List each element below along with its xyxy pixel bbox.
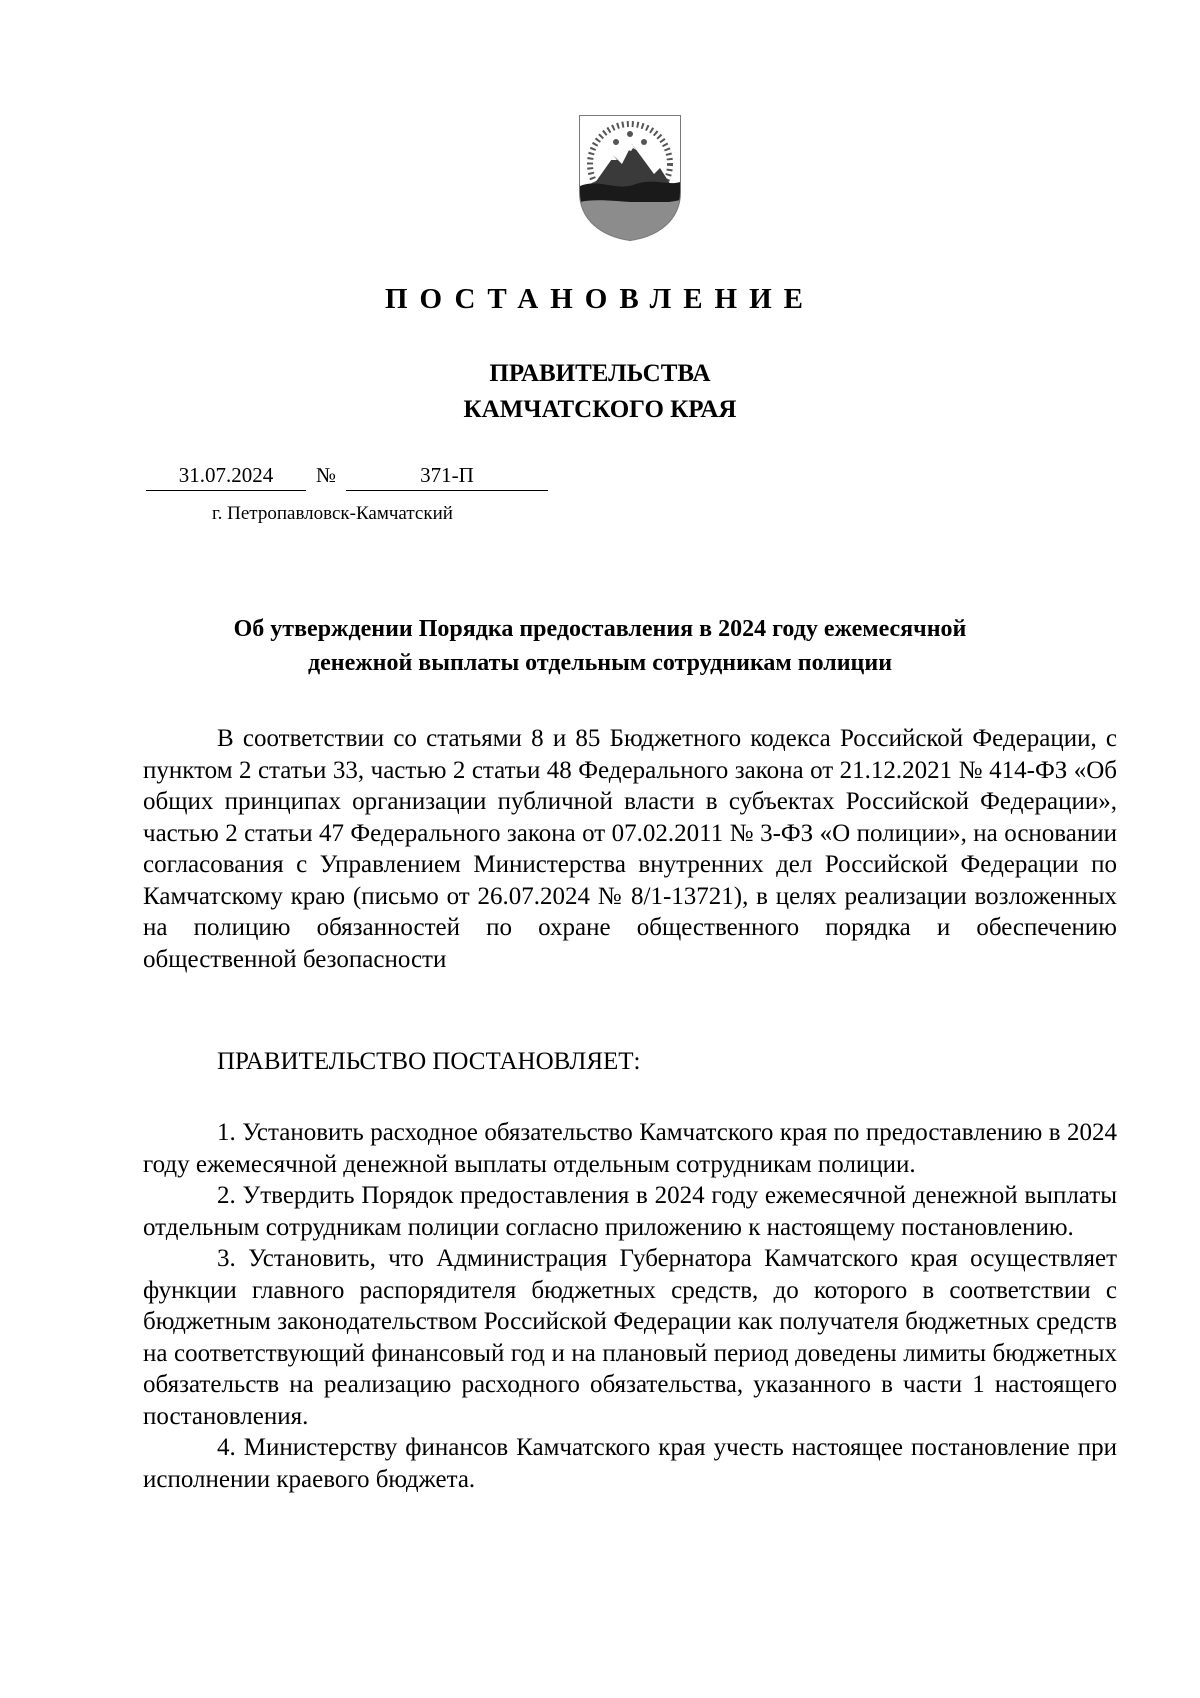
place-of-issue: г. Петропавловск-Камчатский [212,503,453,524]
resolution-item [143,1243,1117,1432]
item-text: Установить расходное обязательство Камчатского края по предоставлению в 2024 году ежемесячной денежной выплаты отдельным сотрудникам полиции. [143,1119,1118,1178]
resolution-item [143,1432,1117,1495]
document-type-title: ПОСТАНОВЛЕНИЕ [384,283,815,315]
preamble-paragraph: В соответствии со статьями 8 и 85 Бюджетного кодекса Российской Федерации, с пунктом 2 статьи 33, частью 2 статьи 48 Федерального закона от 21.12.2021 № 414-ФЗ «Об общих принципах организации публичной власти в субъектах Российской Федерации», частью 2 статьи 47 Федерального закона от 07.02.2011 № 3-ФЗ «О полиции», на основании согласования с Управлением Министерства внутренних дел Российской Федерации по Камчатскому краю (письмо от 26.07.2024 № 8/1-13721), в целях реализации возложенных на полицию обязанностей по охране общественного порядка и обеспечению общественной безопасности [143,725,1117,973]
item-number: 2. [217,1182,236,1209]
number-sign: № [315,463,337,487]
authority-line-2: КАМЧАТСКОГО КРАЯ [463,396,737,423]
resolution-item [143,1117,1117,1180]
item-number: 1. [217,1119,236,1146]
item-text: Утвердить Порядок предоставления в 2024 году ежемесячной денежной выплаты отдельным сотрудникам полиции согласно приложению к настоящему постановлению. [143,1182,1118,1241]
resolve-heading: ПРАВИТЕЛЬСТВО ПОСТАНОВЛЯЕТ: [217,1048,641,1075]
document-subject [0,612,1200,680]
kamchatka-coat-of-arms-icon [576,112,684,242]
issuing-authority [0,356,1200,428]
item-number: 4. [217,1434,236,1461]
item-text: Министерству финансов Камчатского края учесть настоящее постановление при исполнении краевого бюджета. [143,1434,1117,1493]
subject-line-2: денежной выплаты отдельным сотрудникам полиции [307,650,893,676]
document-number: 371-П [346,462,548,491]
authority-line-1: ПРАВИТЕЛЬСТВА [489,360,711,387]
resolution-items [143,1117,1117,1495]
item-number: 3. [217,1245,236,1272]
resolution-item [143,1180,1117,1243]
document-date: 31.07.2024 [146,462,306,491]
subject-line-1: Об утверждении Порядка предоставления в 2024 году ежемесячной [233,616,967,642]
item-text: Установить, что Администрация Губернатора Камчатского края осуществляет функции главного распорядителя бюджетных средств, до которого в соответствии с бюджетным законодательством Российской Федерации как получателя бюджетных средств на соответствующий финансовый год и на плановый период доведены лимиты бюджетных обязательств на реализацию расходного обязательства, указанного в части 1 настоящего постановления. [143,1245,1117,1430]
